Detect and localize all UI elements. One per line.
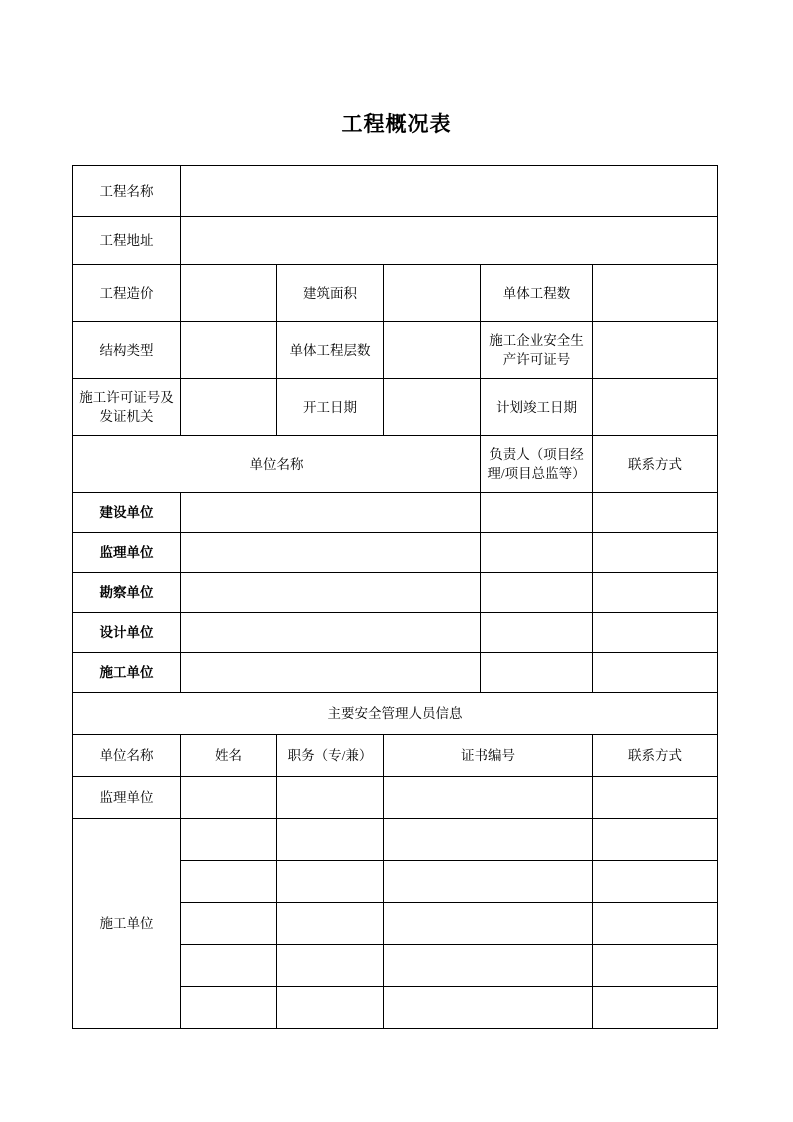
value-safety-supervision-name[interactable] [181, 777, 277, 819]
label-safety-construction-unit: 施工单位 [73, 819, 181, 1029]
value-building-area[interactable] [384, 265, 481, 322]
value-supervision-contact[interactable] [593, 533, 718, 573]
value-survey-responsible-person[interactable] [481, 573, 593, 613]
value-owner-unit-name[interactable] [181, 493, 481, 533]
value-safety-construction-position[interactable] [277, 903, 384, 945]
label-planned-completion-date: 计划竣工日期 [481, 379, 593, 436]
value-safety-construction-certificate-no[interactable] [384, 819, 593, 861]
value-project-cost[interactable] [181, 265, 277, 322]
value-safety-supervision-certificate-no[interactable] [384, 777, 593, 819]
project-overview-table [72, 165, 718, 1029]
value-safety-construction-name[interactable] [181, 903, 277, 945]
units-header-row [73, 436, 718, 493]
value-unit-project-count[interactable] [593, 265, 718, 322]
value-safety-construction-name[interactable] [181, 945, 277, 987]
label-safety-production-license: 施工企业安全生产许可证号 [481, 322, 593, 379]
label-project-name: 工程名称 [73, 166, 181, 217]
value-project-name[interactable] [181, 166, 718, 217]
label-project-address: 工程地址 [73, 217, 181, 265]
safety-header-row [73, 735, 718, 777]
table-row [73, 379, 718, 436]
value-design-contact[interactable] [593, 613, 718, 653]
value-construction-permit[interactable] [181, 379, 277, 436]
value-safety-construction-certificate-no[interactable] [384, 861, 593, 903]
value-survey-contact[interactable] [593, 573, 718, 613]
table-row [73, 265, 718, 322]
value-safety-construction-position[interactable] [277, 945, 384, 987]
label-start-date: 开工日期 [277, 379, 384, 436]
value-start-date[interactable] [384, 379, 481, 436]
value-safety-construction-position[interactable] [277, 819, 384, 861]
label-supervision-unit: 监理单位 [73, 533, 181, 573]
value-safety-construction-certificate-no[interactable] [384, 945, 593, 987]
value-safety-construction-contact[interactable] [593, 819, 718, 861]
value-unit-project-floors[interactable] [384, 322, 481, 379]
value-safety-construction-contact[interactable] [593, 861, 718, 903]
table-row [73, 613, 718, 653]
label-construction-owner-unit: 建设单位 [73, 493, 181, 533]
header-contact: 联系方式 [593, 436, 718, 493]
label-design-unit: 设计单位 [73, 613, 181, 653]
table-row [73, 653, 718, 693]
safety-section-title: 主要安全管理人员信息 [73, 693, 718, 735]
label-unit-project-floors: 单体工程层数 [277, 322, 384, 379]
value-construction-unit-name[interactable] [181, 653, 481, 693]
value-construction-contact[interactable] [593, 653, 718, 693]
value-owner-responsible-person[interactable] [481, 493, 593, 533]
header-safety-position: 职务（专/兼） [277, 735, 384, 777]
table-row [73, 819, 718, 861]
value-survey-unit-name[interactable] [181, 573, 481, 613]
value-construction-responsible-person[interactable] [481, 653, 593, 693]
table-row [73, 573, 718, 613]
header-safety-contact: 联系方式 [593, 735, 718, 777]
table-row [73, 533, 718, 573]
table-row [73, 166, 718, 217]
value-structure-type[interactable] [181, 322, 277, 379]
value-safety-supervision-position[interactable] [277, 777, 384, 819]
label-survey-unit: 勘察单位 [73, 573, 181, 613]
project-overview-table-wrapper [72, 165, 717, 1029]
label-project-cost: 工程造价 [73, 265, 181, 322]
value-safety-construction-contact[interactable] [593, 987, 718, 1029]
value-safety-construction-certificate-no[interactable] [384, 987, 593, 1029]
value-safety-construction-name[interactable] [181, 819, 277, 861]
value-safety-construction-position[interactable] [277, 987, 384, 1029]
value-safety-construction-contact[interactable] [593, 903, 718, 945]
table-row [73, 777, 718, 819]
value-safety-construction-certificate-no[interactable] [384, 903, 593, 945]
label-construction-unit: 施工单位 [73, 653, 181, 693]
header-unit-name: 单位名称 [73, 436, 481, 493]
header-safety-certificate-no: 证书编号 [384, 735, 593, 777]
label-building-area: 建筑面积 [277, 265, 384, 322]
header-safety-unit-name: 单位名称 [73, 735, 181, 777]
table-row [73, 322, 718, 379]
table-row [73, 493, 718, 533]
value-safety-construction-position[interactable] [277, 861, 384, 903]
value-project-address[interactable] [181, 217, 718, 265]
value-safety-construction-name[interactable] [181, 987, 277, 1029]
value-owner-contact[interactable] [593, 493, 718, 533]
header-safety-name: 姓名 [181, 735, 277, 777]
value-design-unit-name[interactable] [181, 613, 481, 653]
label-structure-type: 结构类型 [73, 322, 181, 379]
value-supervision-responsible-person[interactable] [481, 533, 593, 573]
safety-section-title-row [73, 693, 718, 735]
value-supervision-unit-name[interactable] [181, 533, 481, 573]
header-responsible-person: 负责人（项目经理/项目总监等） [481, 436, 593, 493]
value-safety-production-license[interactable] [593, 322, 718, 379]
label-construction-permit: 施工许可证号及发证机关 [73, 379, 181, 436]
table-row [73, 217, 718, 265]
label-safety-supervision-unit: 监理单位 [73, 777, 181, 819]
value-safety-construction-contact[interactable] [593, 945, 718, 987]
value-design-responsible-person[interactable] [481, 613, 593, 653]
page-title: 工程概况表 [341, 113, 452, 136]
value-planned-completion-date[interactable] [593, 379, 718, 436]
value-safety-supervision-contact[interactable] [593, 777, 718, 819]
label-unit-project-count: 单体工程数 [481, 265, 593, 322]
value-safety-construction-name[interactable] [181, 861, 277, 903]
